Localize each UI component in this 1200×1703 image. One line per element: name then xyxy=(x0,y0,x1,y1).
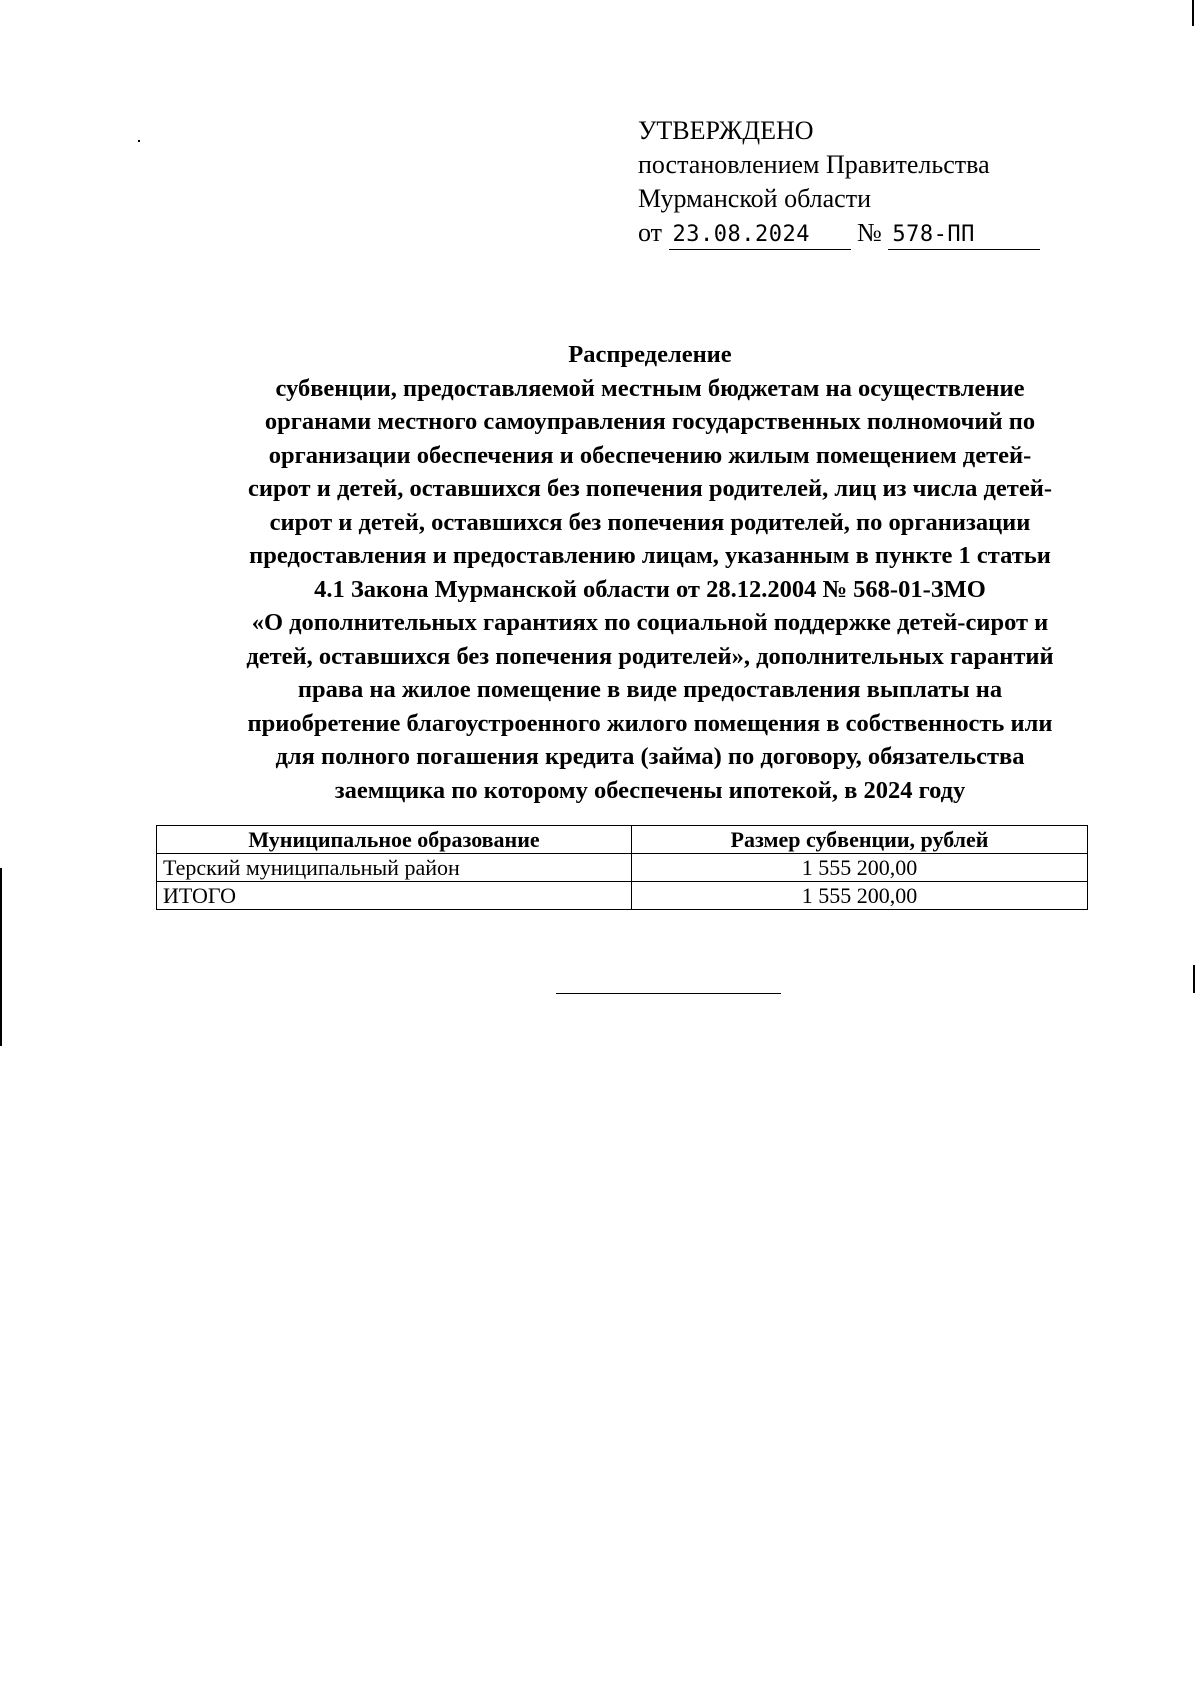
amount-cell: 1 555 200,00 xyxy=(632,854,1088,882)
scan-mark-left-edge xyxy=(0,868,2,1046)
date-prefix: от xyxy=(638,218,663,247)
table-row xyxy=(157,854,1088,882)
table-row-total xyxy=(157,882,1088,910)
approval-date-number-line xyxy=(638,216,1098,250)
approval-line-3: Мурманской области xyxy=(638,184,871,213)
municipality-cell: Терский муниципальный район xyxy=(157,854,632,882)
title-line: детей, оставшихся без попечения родителей», дополнительных гарантий xyxy=(246,642,1054,670)
column-header-municipality: Муниципальное образование xyxy=(157,826,632,854)
approval-number: 578-ПП xyxy=(888,223,1040,250)
title-line: заемщика по которому обеспечены ипотекой, в 2024 году xyxy=(334,776,966,804)
total-label-cell: ИТОГО xyxy=(157,882,632,910)
title-line: предоставления и предоставлению лицам, указанным в пункте 1 статьи xyxy=(249,542,1051,569)
title-line: сирот и детей, оставшихся без попечения родителей, лиц из числа детей- xyxy=(248,475,1052,502)
title-heading: Распределение xyxy=(568,341,732,368)
title-line: права на жилое помещение в виде предоставления выплаты на xyxy=(297,676,1003,703)
approval-heading: УТВЕРЖДЕНО xyxy=(638,116,814,145)
title-line: субвенции, предоставляемой местным бюджетам на осуществление xyxy=(275,374,1025,402)
table-header-row xyxy=(157,826,1088,854)
approval-stamp xyxy=(638,114,1098,250)
title-line: организации обеспечения и обеспечению жилым помещением детей- xyxy=(268,441,1032,469)
title-line: органами местного самоуправления государственных полномочий по xyxy=(264,408,1036,435)
title-line: 4.1 Закона Мурманской области от 28.12.2004 № 568-01-ЗМО xyxy=(314,575,986,603)
scan-mark-right-edge xyxy=(1193,965,1195,993)
title-line: сирот и детей, оставшихся без попечения родителей, по организации xyxy=(269,508,1031,536)
total-amount-cell: 1 555 200,00 xyxy=(632,882,1088,910)
distribution-table xyxy=(156,825,1088,910)
approval-line-2: постановлением Правительства xyxy=(638,150,990,179)
scan-mark-dot xyxy=(138,140,140,142)
title-line: для полного погашения кредита (займа) по договору, обязательства xyxy=(275,743,1025,770)
approval-date: 23.08.2024 xyxy=(669,223,851,250)
number-prefix: № xyxy=(857,218,882,247)
column-header-amount: Размер субвенции, рублей xyxy=(632,826,1088,854)
scan-mark-top-right xyxy=(1192,0,1194,26)
end-of-document-rule xyxy=(556,993,781,994)
title-line: «О дополнительных гарантиях по социальной поддержке детей-сирот и xyxy=(251,609,1049,636)
title-line: приобретение благоустроенного жилого помещения в собственность или xyxy=(247,709,1053,737)
document-title xyxy=(150,338,1150,807)
